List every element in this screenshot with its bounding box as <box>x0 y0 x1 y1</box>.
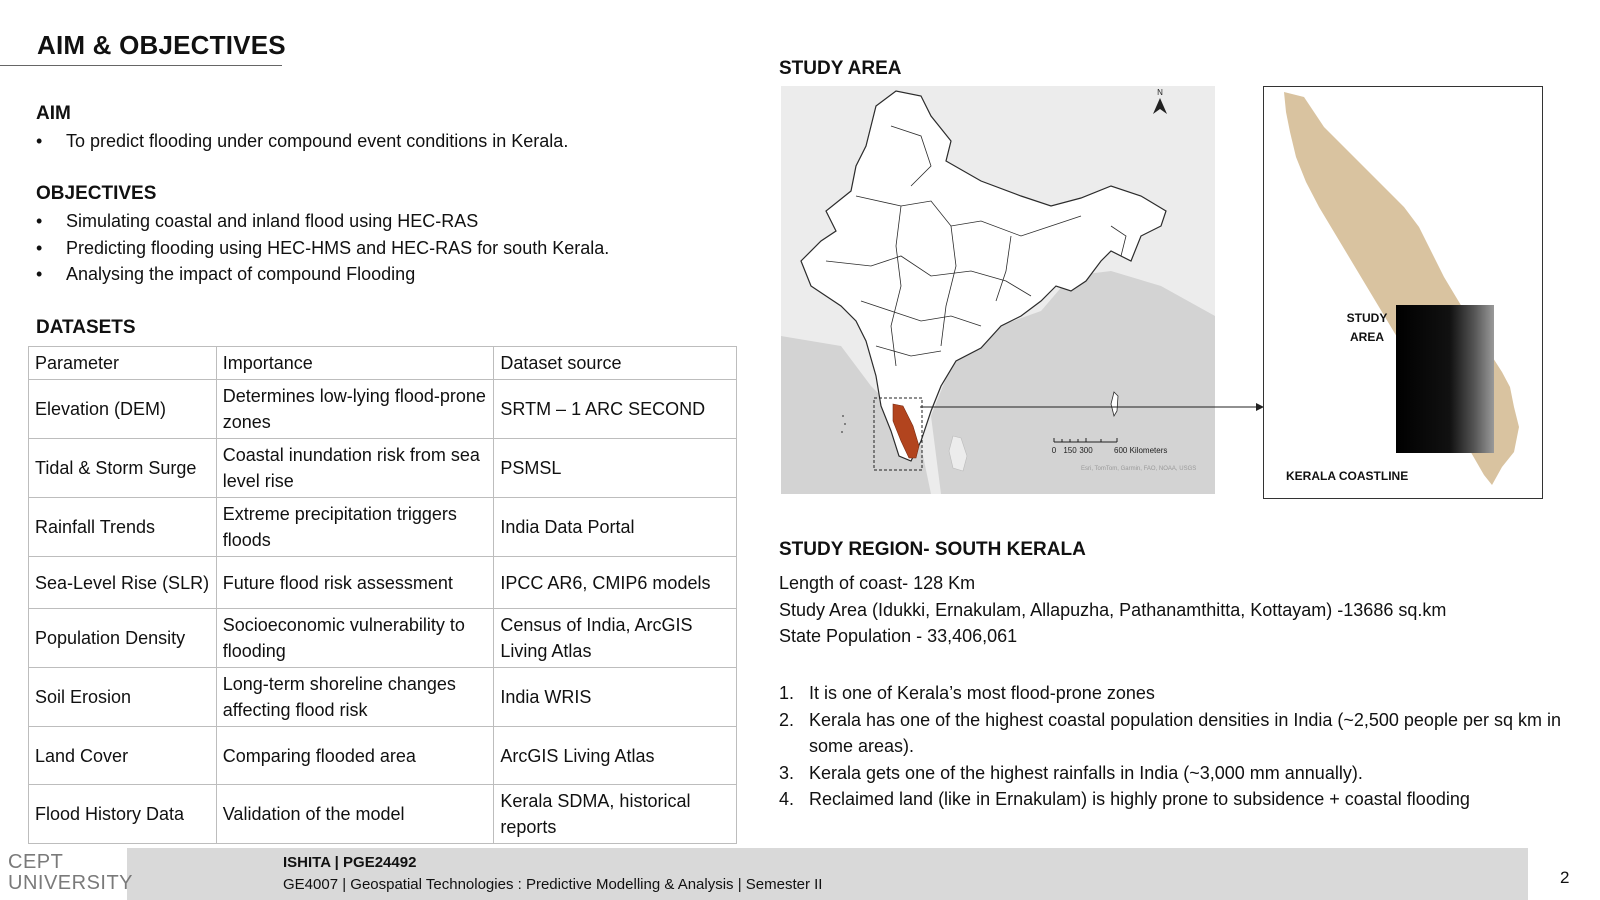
india-map-graphic <box>781 86 1215 494</box>
table-row <box>29 727 737 785</box>
column-header: Importance <box>216 347 494 380</box>
objective-item: • Simulating coastal and inland flood using HEC-RAS <box>36 208 609 235</box>
map-credits: Esri, TomTom, Garmin, FAO, NOAA, USGS <box>1081 466 1197 472</box>
table-row <box>29 609 737 668</box>
table-cell: Land Cover <box>29 727 217 785</box>
scale-label: 0 <box>1051 446 1057 455</box>
point-text: Kerala has one of the highest coastal population densities in India (~2,500 people per sq km in some areas). <box>809 709 1562 756</box>
north-arrow-label: N <box>1157 88 1163 97</box>
table-cell: Future flood risk assessment <box>216 557 494 609</box>
inset-study-label: AREA <box>1349 330 1385 344</box>
footer-author: ISHITA | PGE24492 <box>283 854 417 871</box>
table-cell: PSMSL <box>494 439 737 498</box>
table-cell: Elevation (DEM) <box>29 380 217 439</box>
table-row <box>29 380 737 439</box>
table-row <box>29 439 737 498</box>
table-cell: Comparing flooded area <box>216 727 494 785</box>
point-text: Reclaimed land (like in Ernakulam) is highly prone to subsidence + coastal flooding <box>809 789 1470 809</box>
page-number: 2 <box>1560 868 1570 887</box>
table-cell: Rainfall Trends <box>29 498 217 557</box>
point-item <box>779 680 1561 707</box>
table-row <box>29 668 737 727</box>
table-header-row <box>29 347 737 380</box>
aim-heading: AIM <box>36 103 71 124</box>
point-text: Kerala gets one of the highest rainfalls in India (~3,000 mm annually). <box>809 762 1363 783</box>
table-row <box>29 557 737 609</box>
objective-item: • Predicting flooding using HEC-HMS and HEC-RAS for south Kerala. <box>36 235 609 262</box>
objective-item: • Analysing the impact of compound Flooding <box>36 261 609 288</box>
connector-arrow <box>920 400 1265 414</box>
study-region-points <box>779 680 1561 813</box>
title-underline <box>0 65 282 66</box>
study-area-heading: STUDY AREA <box>779 58 902 79</box>
kerala-inset-graphic <box>1264 87 1542 498</box>
table-cell: India Data Portal <box>494 498 737 557</box>
scale-label: 300 <box>1079 446 1093 455</box>
objectives-heading: OBJECTIVES <box>36 183 157 204</box>
scale-label: 600 Kilometers <box>1114 446 1168 455</box>
fact-line: Length of coast- 128 Km <box>779 573 976 593</box>
datasets-table <box>28 346 737 844</box>
study-region-heading: STUDY REGION- SOUTH KERALA <box>779 539 1086 560</box>
table-cell: Soil Erosion <box>29 668 217 727</box>
column-header: Parameter <box>29 347 217 380</box>
aim-item: • To predict flooding under compound event conditions in Kerala. <box>36 128 568 155</box>
point-item <box>779 707 1561 760</box>
table-cell: Socioeconomic vulnerability to flooding <box>216 609 494 668</box>
fact-line: State Population - 33,406,061 <box>779 626 1018 646</box>
footer-course: GE4007 | Geospatial Technologies : Predictive Modelling & Analysis | Semester II <box>283 876 823 893</box>
table-cell: Determines low-lying flood-prone zones <box>216 380 494 439</box>
scale-label: 150 <box>1063 446 1077 455</box>
point-number: 1. <box>779 683 795 703</box>
objectives-list <box>36 208 609 288</box>
table-cell: Validation of the model <box>216 785 494 844</box>
table-cell: India WRIS <box>494 668 737 727</box>
table-cell: Long-term shoreline changes affecting flood risk <box>216 668 494 727</box>
table-cell: Sea-Level Rise (SLR) <box>29 557 217 609</box>
inset-caption: KERALA COASTLINE <box>1286 469 1409 483</box>
table-row <box>29 785 737 844</box>
study-region-facts <box>779 570 1579 650</box>
india-map <box>781 86 1215 494</box>
table-cell: Census of India, ArcGIS Living Atlas <box>494 609 737 668</box>
cept-logo-line2: UNIVERSITY <box>8 872 134 894</box>
point-item <box>779 786 1561 813</box>
cept-logo-line1: CEPT <box>8 851 64 873</box>
inset-study-label: STUDY <box>1346 311 1388 325</box>
datasets-heading: DATASETS <box>36 317 136 338</box>
table-cell: Extreme precipitation triggers floods <box>216 498 494 557</box>
page-title: AIM & OBJECTIVES <box>37 30 286 60</box>
column-header: Dataset source <box>494 347 737 380</box>
table-cell: Flood History Data <box>29 785 217 844</box>
point-number: 3. <box>779 762 795 783</box>
table-cell: Coastal inundation risk from sea level rise <box>216 439 494 498</box>
table-cell: ArcGIS Living Atlas <box>494 727 737 785</box>
point-text: It is one of Kerala’s most flood-prone zones <box>809 683 1155 703</box>
aim-list <box>36 128 568 155</box>
table-cell: Population Density <box>29 609 217 668</box>
table-cell: Tidal & Storm Surge <box>29 439 217 498</box>
table-row <box>29 498 737 557</box>
table-cell: SRTM – 1 ARC SECOND <box>494 380 737 439</box>
kerala-inset-map <box>1263 86 1543 499</box>
table-cell: Kerala SDMA, historical reports <box>494 785 737 844</box>
point-number: 4. <box>779 789 795 809</box>
point-item <box>779 760 1561 787</box>
table-cell: IPCC AR6, CMIP6 models <box>494 557 737 609</box>
point-number: 2. <box>779 709 795 730</box>
fact-line: Study Area (Idukki, Ernakulam, Allapuzha, Pathanamthitta, Kottayam) -13686 sq.km <box>779 599 1447 620</box>
